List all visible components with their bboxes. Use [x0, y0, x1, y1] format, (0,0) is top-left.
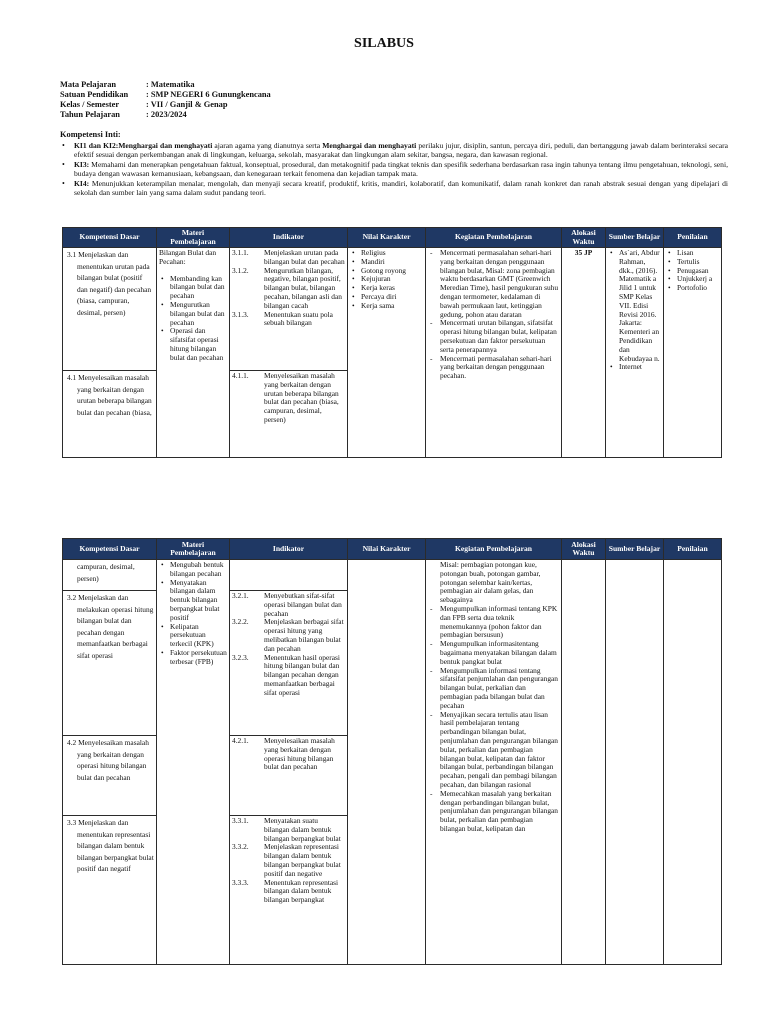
indikator-item [232, 843, 345, 878]
cell-alokasi [562, 560, 606, 965]
header-materi: Materi Pembelajaran [157, 539, 230, 560]
info-row-school [60, 90, 271, 100]
list-item: - Mengumpulkan informasi tentang KPK dan FPB serta dua teknik menemukannya (pohon faktor dan pembagian bersusun) [428, 605, 559, 640]
list-item: - Mengumpulkan informasi tentang sifatsifat penjumlahan dan pengurangan bilangan bulat, perkalian dan pembagian pada bilangan bulat dan pecahan [428, 667, 559, 711]
ki-text: ajaran agama yang dianutnya serta [212, 141, 323, 150]
cell-penilaian [664, 248, 722, 458]
cell-kegiatan [426, 248, 562, 458]
indikator-number: 3.3.3. [232, 877, 249, 887]
indikator-text: Menyebutkan sifat-sifat operasi bilangan bulat dan pecahan [264, 591, 342, 618]
info-label: Mata Pelajaran [60, 80, 117, 89]
list-item: • Kerja keras [350, 284, 423, 293]
kd-item: 4.1 Menyelesaikan masalah yang berkaitan dengan urutan beberapa bilangan bulat dan pecahan (biasa, [67, 373, 152, 417]
header-kegiatan: Kegiatan Pembelajaran [426, 228, 562, 248]
indikator-item [232, 737, 345, 772]
header-kompetensi-dasar: Kompetensi Dasar [63, 539, 157, 560]
header-indikator: Indikator [230, 539, 348, 560]
list-item: • Internet [608, 363, 661, 372]
cell-kegiatan [426, 560, 562, 965]
kd-block [63, 816, 156, 876]
syllabus-table-1 [62, 227, 722, 458]
list-item: • Kejujuran [350, 275, 423, 284]
kd-item: 4.2 Menyelesaikan masalah yang berkaitan dengan operasi hitung bilangan bulat dan pecahan [67, 738, 149, 782]
list-item: • Lisan [666, 249, 719, 258]
kd-block [63, 248, 156, 371]
list-item: • Penugasan [666, 267, 719, 276]
kd-block [63, 371, 156, 419]
ki-text: Menunjukkan keterampilan menalar, mengolah, dan menyaji secara kreatif, produktif, kritis, mandiri, kolaboratif, dan komunikatif, dalam ranah konkret dan ranah abstrak sesuai dengan yang dipelajari di sekolah dan sumber lain yang sama dalam sudut pandang teori. [74, 178, 728, 198]
indikator-item [232, 267, 345, 311]
kd-item: 3.3 Menjelaskan dan menentukan representasi bilangan dalam bentuk bilangan berpangkat bulat positif dan negatif [67, 818, 154, 873]
header-penilaian: Penilaian [664, 228, 722, 248]
cell-alokasi: 35 JP [562, 248, 606, 458]
indikator-item [232, 654, 345, 698]
ki-text: perilaku jujur, disiplin, santun, percaya diri, peduli, dan bertanggung jawab dalam berinteraksi secara efektif sesuai dengan perkembangan anak di lingkungan, keluarga, sekolah, masyarakat dan lingkungan alam sekitar, bangsa, negara, dan kawasan regional. [74, 141, 728, 160]
ki-emphasis: Menghargai dan menghayati [322, 141, 417, 150]
cell-kompetensi-dasar [63, 560, 157, 965]
indikator-text: Mengurutkan bilangan, negative, bilangan positif, bilangan bulat, bilangan pecahan, bilangan asli dan bilangan cacah [264, 265, 342, 310]
penilaian-list [666, 249, 719, 293]
ki-emphasis: Menghargai dan menghayati [118, 141, 213, 150]
list-item: • Mengurutkan bilangan bulat dan pecahan [159, 301, 227, 327]
cell-materi [157, 248, 230, 458]
indikator-number: 3.1.1. [232, 248, 249, 257]
indikator-number: 3.3.1. [232, 816, 249, 825]
indikator-text: Menjelaskan representasi bilangan dalam bentuk bilangan berpangkat bulat positif dan negative [264, 842, 341, 878]
list-item: • Gotong royong [350, 267, 423, 276]
indikator-text: Menentukan hasil operasi hitung bilangan bulat dan bilangan pecahan dengan memanfaatkan berbagai sifat operasi [264, 652, 340, 697]
list-item: - Memecahkan masalah yang berkaitan dengan perbandingan bilangan bulat, penjumlahan dan pengurangan bilangan bulat, perkalian dan pembagian bilangan bulat, kelipatan dan [428, 790, 559, 834]
info-value: : Matematika [146, 80, 195, 89]
list-item: • Percaya diri [350, 293, 423, 302]
list-item: • Kelipatan persekutuan terkecil (KPK) [159, 623, 227, 649]
header-sumber: Sumber Belajar [606, 228, 664, 248]
list-item: - Mencermati urutan bilangan, sifatsifat operasi hitung bilangan bulat, kelipatan persekutuan dan faktor persekutuan serta penerapannya [428, 319, 559, 354]
ki-label: KI1 dan KI2: [74, 141, 119, 150]
list-item: • Tertulis [666, 258, 719, 267]
list-item: - Mengumpulkan informasitentang bagaimana menyatakan bilangan dalam bentuk pangkat bulat [428, 640, 559, 666]
nilai-list [350, 249, 423, 311]
indikator-number: 3.2.2. [232, 617, 249, 627]
header-nilai-karakter: Nilai Karakter [348, 228, 426, 248]
indikator-block [230, 248, 347, 371]
header-alokasi: Alokasi Waktu [562, 539, 606, 560]
ki-label: KI3: [74, 159, 90, 169]
indikator-number: 3.1.3. [232, 309, 249, 319]
ki-list [60, 141, 728, 197]
list-item: • Mengubah bentuk bilangan pecahan [159, 561, 227, 579]
kd-item: 3.1 Menjelaskan dan menentukan urutan pada bilangan bulat (positif dan negatif) dan pecahan (biasa, campuran, desimal, persen) [67, 250, 152, 317]
indikator-number: 4.2.1. [232, 736, 249, 745]
indikator-text: Menentukan representasi bilangan dalam bentuk bilangan berpangkat [264, 877, 339, 905]
ki-label: KI4: [74, 178, 90, 188]
indikator-block [230, 371, 347, 426]
list-item: • Mandiri [350, 258, 423, 267]
indikator-text: Menentukan suatu pola sebuah bilangan [264, 309, 333, 328]
list-item: • Membanding kan bilangan bulat dan pecahan [159, 275, 227, 301]
info-row-class [60, 100, 271, 110]
cell-nilai-karakter [348, 248, 426, 458]
indikator-number: 4.1.1. [232, 371, 249, 380]
kd-block [63, 591, 156, 736]
table-row [63, 560, 722, 965]
kegiatan-list [428, 249, 559, 381]
ki-item-1-2 [60, 141, 728, 160]
indikator-block [230, 591, 347, 736]
cell-sumber [606, 560, 664, 965]
header-alokasi: Alokasi Waktu [562, 228, 606, 248]
ki-text: Memahami dan menerapkan pengetahuan faktual, konseptual, prosedural, dan metakognitif pada tingkat teknis dan spesifik sederhana berdasarkan rasa ingin tahunya tentang ilmu pengetahuan, teknologi, seni, budaya dengan wawasan kemanusiaan, kebangsaan, dan kenegaraan terkait fenomena dan kejadian tampak mata. [74, 159, 728, 179]
ki-heading: Kompetensi Inti: [60, 130, 121, 139]
header-nilai-karakter: Nilai Karakter [348, 539, 426, 560]
materi-intro: Bilangan Bulat dan Pecahan: [159, 248, 217, 266]
list-item: • Kerja sama [350, 302, 423, 311]
indikator-text: Menyelesaikan masalah yang berkaitan dengan operasi hitung bilangan bulat dan pecahan [264, 736, 335, 772]
list-item: • Menyatakan bilangan dalam bentuk bilangan berpangkat bulat positif [159, 579, 227, 623]
subject-info [60, 80, 271, 120]
header-sumber: Sumber Belajar [606, 539, 664, 560]
sumber-list [608, 249, 661, 372]
header-kegiatan: Kegiatan Pembelajaran [426, 539, 562, 560]
list-item: - Mencermati permasalahan sehari-hari yang berkaitan dengan penggunaan bilangan bulat, Misal: zona pembagian waktu berdasarkan GMT (Greenwich Meredian Time), hasil pengukuran suhu dengan termometer, kedalaman di bawah permukaan laut, ketinggian gedung, pohon atau daratan [428, 249, 559, 319]
cell-penilaian [664, 560, 722, 965]
kegiatan-list [428, 605, 559, 834]
table-header-row [63, 539, 722, 560]
header-kompetensi-dasar: Kompetensi Dasar [63, 228, 157, 248]
info-label: Kelas / Semester [60, 100, 120, 109]
indikator-item [232, 249, 345, 267]
indikator-item [232, 879, 345, 905]
info-value: : VII / Ganjil & Genap [146, 100, 228, 109]
list-item: • Faktor persekutuan terbesar (FPB) [159, 649, 227, 667]
indikator-text: Menyatakan suatu bilangan dalam bentuk bilangan berpangkat bulat [264, 816, 341, 843]
indikator-item [232, 817, 345, 843]
table-row [63, 248, 722, 458]
indikator-item [232, 372, 345, 425]
indikator-block [230, 560, 347, 591]
list-item: • Operasi dan sifatsifat operasi hitung bilangan bulat dan pecahan [159, 327, 227, 362]
cell-materi [157, 560, 230, 965]
kd-block [63, 560, 156, 591]
list-item: • Religius [350, 249, 423, 258]
indikator-number: 3.3.2. [232, 842, 249, 852]
info-row-year [60, 110, 271, 120]
cell-indikator [230, 560, 348, 965]
indikator-number: 3.1.2. [232, 265, 249, 275]
header-materi: Materi Pembelajaran [157, 228, 230, 248]
info-row-subject [60, 80, 271, 90]
list-item: • Unjukkerj a [666, 275, 719, 284]
list-item: - Menyajikan secara tertulis atau lisan hasil pembelajaran tentang perbandingan bilangan bulat, penjumlahan dan pengurangan bilangan bulat, perkalian dan pembagian bilangan bulat, kelipatan dan faktor bilangan bulat, perbandingan bilangan pecahan, pengali dan pembagi bilangan pecahan, dan bilangan rasional [428, 711, 559, 790]
cell-indikator [230, 248, 348, 458]
header-indikator: Indikator [230, 228, 348, 248]
indikator-text: Menyelesaikan masalah yang berkaitan dengan urutan beberapa bilangan bulat dan pecahan (biasa, campuran, desimal, persen) [264, 371, 339, 424]
ki-item-3 [60, 160, 728, 179]
info-value: : SMP NEGERI 6 Gunungkencana [146, 90, 271, 99]
indikator-item [232, 618, 345, 653]
kegiatan-continued: Misal: pembagian potongan kue, potongan buah, potongan gambar, potongan selembar kain/kertas, pembagian air dalam gelas, dan sebagainya [440, 560, 541, 605]
info-value: : 2023/2024 [146, 110, 187, 119]
indikator-item [232, 311, 345, 329]
cell-nilai-karakter [348, 560, 426, 965]
kd-block [63, 736, 156, 816]
indikator-text: Menjelaskan berbagai sifat operasi hitung yang melibatkan bilangan bulat dan pecahan [264, 617, 344, 653]
info-label: Tahun Pelajaran [60, 110, 120, 119]
syllabus-table-2 [62, 538, 722, 965]
materi-list [159, 275, 227, 363]
materi-list [159, 561, 227, 667]
kd-item: campuran, desimal, persen) [77, 562, 135, 583]
list-item: • As`ari, Abdur Rahman, dkk., (2016). Matematik a Jilid 1 untuk SMP Kelas VII. Edisi Revisi 2016. Jakarta: Kementeri an Pendidikan dan Kebudayaa n. [608, 249, 661, 363]
table-header-row [63, 228, 722, 248]
header-penilaian: Penilaian [664, 539, 722, 560]
cell-sumber [606, 248, 664, 458]
list-item: - Mencermati permasalahan sehari-hari yang berkaitan dengan penggunaan pecahan. [428, 355, 559, 381]
ki-item-4 [60, 179, 728, 198]
indikator-block [230, 736, 347, 816]
indikator-block [230, 816, 347, 906]
kd-item: 3.2 Menjelaskan dan melakukan operasi hitung bilangan bulat dan pecahan dengan memanfaatkan berbagai sifat operasi [67, 593, 154, 660]
info-label: Satuan Pendidikan [60, 90, 129, 99]
indikator-number: 3.2.3. [232, 652, 249, 662]
cell-kompetensi-dasar [63, 248, 157, 458]
page-title: SILABUS [354, 36, 414, 51]
list-item: • Portofolio [666, 284, 719, 293]
indikator-number: 3.2.1. [232, 591, 249, 600]
indikator-text: Menjelaskan urutan pada bilangan bulat dan pecahan [264, 248, 345, 266]
indikator-item [232, 592, 345, 618]
